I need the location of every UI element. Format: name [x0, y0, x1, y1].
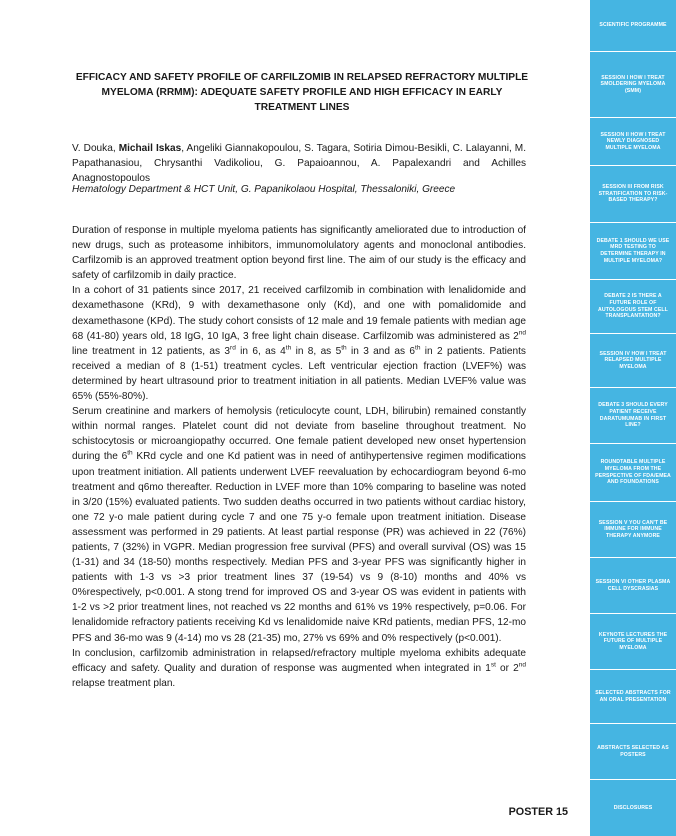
- sidebar-item-label: SELECTED ABSTRACTS FOR AN ORAL PRESENTATION: [595, 689, 671, 703]
- sidebar-item-label: SESSION II HOW I TREAT NEWLY DIAGNOSED MULTIPLE MYELOMA: [600, 131, 666, 151]
- abstract-paragraph-1: Duration of response in multiple myeloma patients has significantly ameliorated due to introduction of new drugs, such as proteasome inhibitors, immunomolulatory agents and monoclonal antibodies. Carfilzomib is an approved treatment option beyond first line. The aim of our study is the efficacy and safety of carfilzomib in daily practice.: [72, 225, 526, 282]
- sidebar-item-session-3[interactable]: [590, 166, 676, 223]
- superscript: nd: [518, 329, 526, 337]
- affiliation: Hematology Department & HCT Unit, G. Papanikolaou Hospital, Thessaloniki, Greece: [72, 184, 456, 195]
- abstract-paragraph-2: [72, 283, 526, 404]
- sidebar-item-roundtable[interactable]: [590, 444, 676, 502]
- superscript: st: [490, 661, 496, 669]
- sidebar-item-session-6[interactable]: [590, 558, 676, 614]
- superscript: th: [127, 450, 133, 458]
- sidebar-item-label: KEYNOTE LECTURES THE FUTURE OF MULTIPLE MYELOMA: [598, 631, 668, 651]
- text-run: in 2 patients. Patients received a median of 8 (1-51) treatment cycles. Left ventricular ejection fraction (LVEF%) was determined by heart ultrasound prior to treatment initiation in all patients. Median LVEF% value was 65% (55%-80%).: [72, 345, 526, 403]
- sidebar-item-label: SCIENTIFIC PROGRAMME: [599, 22, 667, 29]
- sidebar-item-label: SESSION VI OTHER PLASMA CELL DYSCRASIAS: [595, 578, 671, 592]
- abstract-body: [72, 223, 526, 691]
- sidebar-item-debate-3[interactable]: [590, 388, 676, 444]
- text-run: or 2: [495, 662, 519, 674]
- poster-number: POSTER 15: [508, 806, 568, 818]
- sidebar-item-debate-2[interactable]: [590, 280, 676, 334]
- text-run: in 8, as 5: [291, 345, 342, 357]
- sidebar-item-disclosures[interactable]: [590, 780, 676, 836]
- sidebar-item-scientific-programme[interactable]: [590, 0, 676, 52]
- programme-sidebar: [590, 0, 676, 836]
- sidebar-item-session-2[interactable]: [590, 118, 676, 166]
- sidebar-item-label: DISCLOSURES: [613, 804, 653, 811]
- text-run: line treatment in 12 patients, as 3: [72, 345, 231, 357]
- authors-after: , Angeliki Giannakopoulou, S. Tagara, Sotiria Dimou-Besikli, C. Lalayanni, M. Papathanasiou, Chrysanthi Vadikoliou, G. Papaioannou, A. Papalexandri and Achilles Anagnostopoulos: [72, 143, 527, 184]
- text-run: Serum creatinine and markers of hemolysis (reticulocyte count, LDH, bilirubin) remained constantly within normal ranges. Platelet count did not deviate from baseline throughout treatment. No schistocytosis or microangiopathy occurred. One female patient developed new onset hypertension during the 6: [72, 406, 526, 463]
- superscript: th: [415, 344, 421, 352]
- sidebar-item-label: SESSION III FROM RISK STRATIFICATION TO RISK-BASED THERAPY?: [598, 184, 668, 204]
- authors-before: V. Douka,: [72, 143, 119, 154]
- sidebar-item-session-1[interactable]: [590, 52, 676, 118]
- sidebar-item-label: DEBATE 3 SHOULD EVERY PATIENT RECEIVE DARATUMUMAB IN FIRST LINE?: [598, 402, 668, 429]
- sidebar-item-debate-1[interactable]: [590, 223, 676, 280]
- abstract-paragraph-4: [72, 646, 526, 691]
- text-run: relapse treatment plan.: [72, 677, 176, 689]
- text-run: in 3 and as 6: [346, 345, 416, 357]
- text-run: KRd cycle and one Kd patient was in need of antihypertensive regimen modifications upon treatment initiation. All patients underwent LVEF reevaluation by echocardiogram beyond 6-mo treatment and q6mo thereafter. Reduction in LVEF more than 10% comparing to baseline was noted in 3/20 (15%) evaluated patients. Two sudden deaths occurred in two patients without cardiac history, one 72 y-o male patient during cycle 7 and one 75 y-o female upon treatment initiation. Disease assessment was performed in 29 patients. At least partial response (PR) was achieved in 22 (76%) patients, 7 (32%) in VGPR. Median progression free survival (PFS) and overall survival (OS) was 15 (1-31) and 34 (18-50) months respectively. Median PFS and 3-year PFS was significantly higher in patients with 1-3 vs >3 prior treatment lines 37 (19-54) vs 9 (8-10) months and 40% vs 0%respectively, p<0.001. A stong trend for improved OS and 3-year OS was evident in patients with 1-2 vs >2 prior treatment lines, not reached vs 22 months and 61% vs 19% respectively, p=0.06. For lenalidomide refractory patients receiving Kd vs lenalidomide naive KRd patients, median PFS, 12-mo PFS and 36-mo was 9 (4-14) mo vs 28 (21-35) mo, 27% vs 69% and 0% respectively (p<0.001).: [72, 451, 526, 644]
- text-run: In conclusion, carfilzomib administration in relapsed/refractory multiple myeloma exhibits adequate efficacy and safety. Quality and duration of response was augmented when integrated in 1: [72, 647, 526, 674]
- sidebar-item-label: ROUNDTABLE MULTIPLE MYELOMA FROM THE PERSPECTIVE OF FDA/EMEA AND FOUNDATIONS: [595, 459, 671, 486]
- sidebar-item-label: SESSION V YOU CAN'T BE IMMUNE FOR IMMUNE THERAPY ANYMORE: [598, 519, 668, 539]
- sidebar-item-keynote-lectures[interactable]: [590, 614, 676, 670]
- superscript: nd: [518, 661, 526, 669]
- author-list: [72, 141, 526, 186]
- paper-title: EFFICACY AND SAFETY PROFILE OF CARFILZOMIB IN RELAPSED REFRACTORY MULTIPLE MYELOMA (RRMM): ADEQUATE SAFETY PROFILE AND HIGH EFFICACY IN EARLY TREATMENT LINES: [75, 72, 529, 113]
- sidebar-item-label: DEBATE 2 IS THERE A FUTURE ROLE OF AUTOLOGOUS STEM CELL TRANSPLANTATION?: [598, 293, 668, 320]
- sidebar-item-label: SESSION IV HOW I TREAT RELAPSED MULTIPLE MYELOMA: [599, 350, 667, 370]
- text-run: In a cohort of 31 patients since 2017, 21 received carfilzomib in combination with lenalidomide and dexamethasone (KRd), 9 with dexamethasone only (Kd), and one with pomalidomide and dexamethasone (KPd). The study cohort consists of 12 male and 19 female patients with median age 68 (41-80) years old, 18 IgG, 10 IgA, 3 free light chain disease. Carfilzomib was administered as 2: [72, 285, 526, 342]
- sidebar-item-session-4[interactable]: [590, 334, 676, 388]
- sidebar-item-label: SESSION I HOW I TREAT SMOLDERING MYELOMA (SMM): [600, 74, 666, 94]
- sidebar-item-label: DEBATE 1 SHOULD WE USE MRD TESTING TO DETERMINE THERAPY IN MULTIPLE MYELOMA?: [596, 237, 670, 264]
- abstract-paragraph-3: [72, 404, 526, 646]
- sidebar-item-abstracts-posters[interactable]: [590, 724, 676, 780]
- presenting-author: Michail Iskas: [118, 143, 182, 154]
- sidebar-item-session-5[interactable]: [590, 502, 676, 558]
- text-run: in 6, as 4: [235, 345, 286, 357]
- superscript: th: [285, 344, 292, 352]
- superscript: th: [341, 344, 347, 352]
- sidebar-item-selected-abstracts-oral[interactable]: [590, 670, 676, 724]
- superscript: rd: [230, 344, 236, 352]
- sidebar-item-label: ABSTRACTS SELECTED AS POSTERS: [597, 744, 669, 758]
